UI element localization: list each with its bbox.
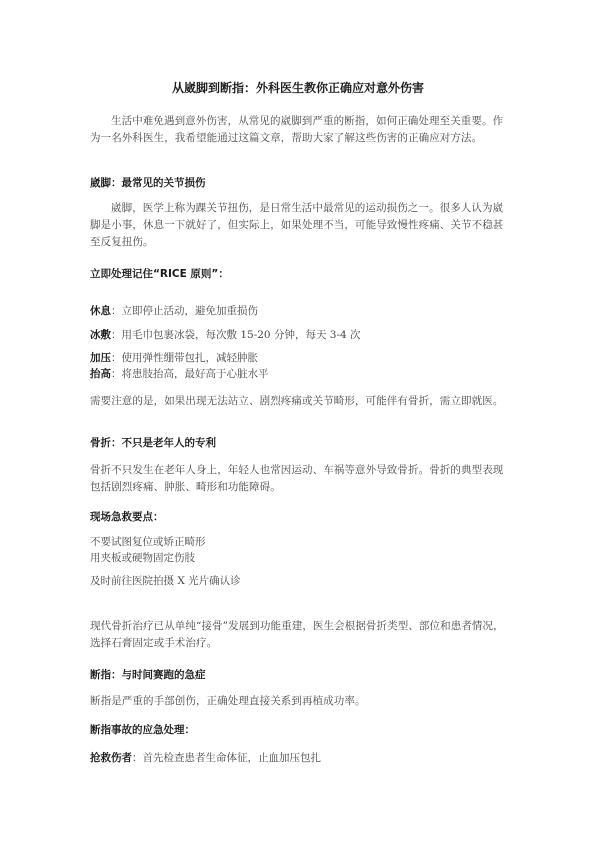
rice-item-text: ：立即停止活动，避免加重损伤 (111, 305, 258, 317)
sprain-paragraph: 崴脚，医学上称为踝关节扭伤，是日常生活中最常见的运动损伤之一。很多人认为崴脚是小事，休息一下就好了，但实际上，如果处理不当，可能导致慢性疼痛、关节不稳甚至反复扭伤。 (90, 202, 504, 248)
intro-paragraph: 生活中难免遇到意外伤害，从常见的崴脚到严重的断指，如何正确处理至关重要。作为一名外科医生，我希望能通过这篇文章，帮助大家了解这些伤害的正确应对方法。 (90, 115, 504, 144)
rice-item-term: 冰敷 (90, 329, 111, 341)
rice-item-text: ：将患肢抬高，最好高于心脏水平 (111, 368, 269, 380)
rice-item (90, 366, 506, 383)
rice-item-text: ：使用弹性绷带包扎，减轻肿胀 (111, 352, 258, 364)
emergency-heading: 断指事故的应急处理： (90, 724, 195, 736)
sprain-heading: 崴脚：最常见的关节损伤 (90, 177, 206, 189)
amputation-paragraph: 断指是严重的手部创伤，正确处理直接关系到再植成功率。 (90, 695, 366, 707)
emergency-item-text: ：首先检查患者生命体征，止血加压包扎 (132, 752, 321, 764)
firstaid-item: 及时前往医院拍摄 X 光片确认诊 (90, 575, 241, 587)
page-title: 从崴脚到断指：外科医生教你正确应对意外伤害 (171, 81, 424, 95)
fracture-treatment: 现代骨折治疗已从单纯“接骨”发展到功能重建，医生会根据骨折类型、部位和患者情况，选择石膏固定或手术治疗。 (90, 620, 504, 649)
amputation-heading: 断指：与时间赛跑的急症 (90, 669, 206, 681)
firstaid-heading: 现场急救要点： (90, 511, 164, 523)
fracture-heading: 骨折：不只是老年人的专利 (90, 437, 216, 449)
emergency-item (90, 750, 506, 767)
rice-item-text: ：用毛巾包裹冰袋，每次敷 15-20 分钟，每天 3-4 次 (111, 329, 361, 341)
rice-item-term: 休息 (90, 305, 111, 317)
firstaid-item: 用夹板或硬物固定伤肢 (90, 552, 195, 564)
firstaid-item: 不要试图复位或矫正畸形 (90, 536, 206, 548)
rice-item (90, 303, 506, 320)
rice-item (90, 327, 506, 344)
rice-item (90, 350, 506, 367)
rice-heading: 立即处理记住“RICE 原则”： (90, 268, 229, 280)
rice-item-term: 加压 (90, 352, 111, 364)
rice-item-term: 抬高 (90, 368, 111, 380)
emergency-item-term: 抢救伤者 (90, 752, 132, 764)
sprain-warning: 需要注意的是，如果出现无法站立、剧烈疼痛或关节畸形，可能伴有骨折，需立即就医。 (90, 395, 504, 407)
fracture-paragraph: 骨折不只发生在老年人身上，年轻人也常因运动、车祸等意外导致骨折。骨折的典型表现包括剧烈疼痛、肿胀、畸形和功能障碍。 (90, 464, 504, 493)
